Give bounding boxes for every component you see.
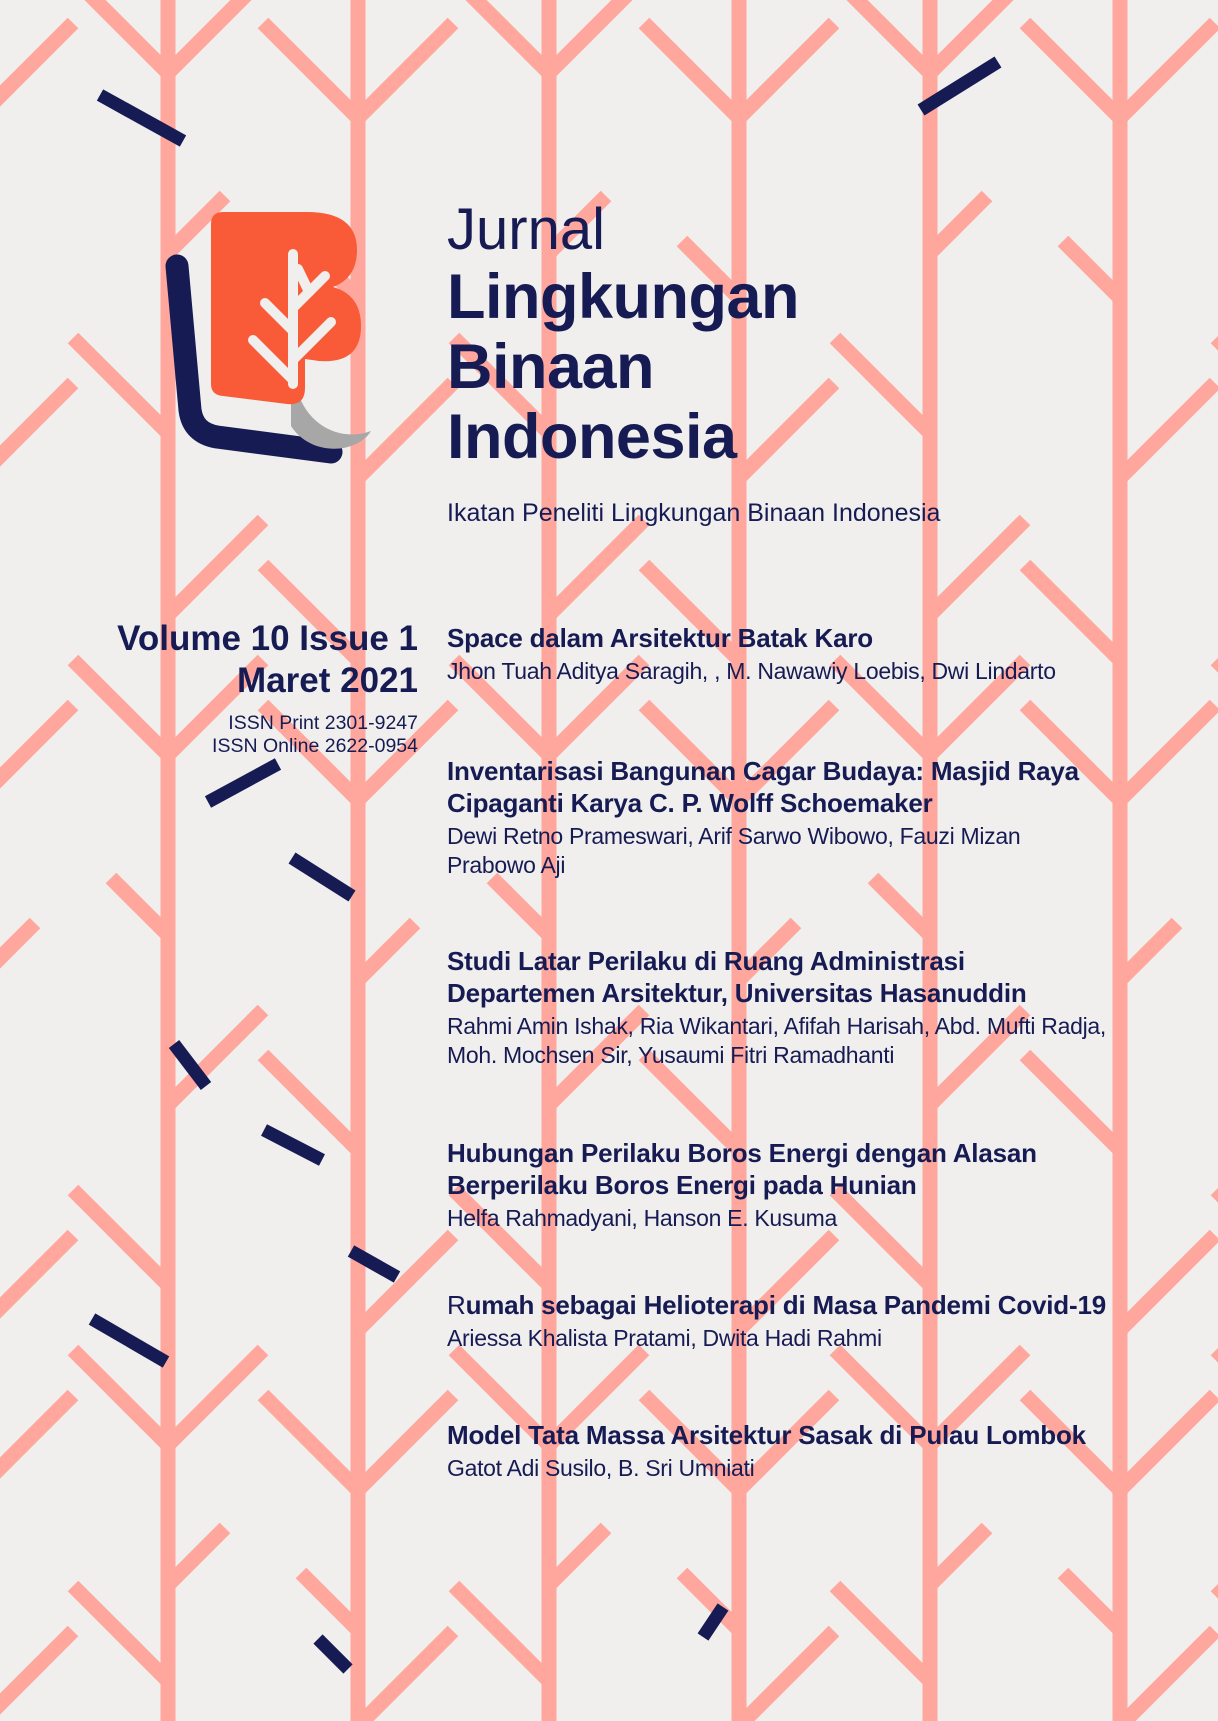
- issue-month-year-line: Maret 2021: [237, 661, 418, 700]
- book-tree-logo-icon: [155, 198, 400, 478]
- journal-title-word-lingkungan: Lingkungan: [447, 262, 799, 332]
- masthead: [447, 198, 940, 528]
- article-entry: [447, 622, 1056, 686]
- article-authors-line: Dewi Retno Prameswari, Arif Sarwo Wibowo, Fauzi Mizan: [447, 823, 1021, 849]
- article-title-line: Inventarisasi Bangunan Cagar Budaya: Masjid Raya: [447, 756, 1079, 786]
- article-authors-line: Jhon Tuah Aditya Saragih, , M. Nawawiy Loebis, Dwi Lindarto: [447, 658, 1056, 684]
- article-title-line: Rumah sebagai Helioterapi di Masa Pandemi Covid-19: [447, 1290, 1106, 1320]
- journal-title-word-binaan: Binaan: [447, 332, 655, 402]
- article-title-line: Berperilaku Boros Energi pada Hunian: [447, 1170, 917, 1200]
- issn-group: [117, 712, 418, 758]
- issn-online: ISSN Online 2622-0954: [212, 735, 418, 757]
- volume-issue-line: Volume 10 Issue 1: [117, 619, 418, 658]
- article-title-line: Cipaganti Karya C. P. Wolff Schoemaker: [447, 788, 933, 818]
- article-authors-line: Prabowo Aji: [447, 852, 566, 878]
- article-entry: [447, 1137, 1037, 1233]
- issue-info: [117, 618, 418, 758]
- article-entry: [447, 1289, 1106, 1353]
- article-entry: [447, 1419, 1086, 1483]
- article-title-line: Model Tata Massa Arsitektur Sasak di Pulau Lombok: [447, 1420, 1086, 1450]
- journal-subtitle: Ikatan Peneliti Lingkungan Binaan Indonesia: [447, 499, 941, 527]
- article-authors-line: Ariessa Khalista Pratami, Dwita Hadi Rahmi: [447, 1325, 882, 1351]
- article-entry: [447, 755, 1079, 880]
- journal-title-word-jurnal: Jurnal: [447, 197, 605, 262]
- article-authors-line: Gatot Adi Susilo, B. Sri Umniati: [447, 1455, 755, 1481]
- article-title-line: Hubungan Perilaku Boros Energi dengan Alasan: [447, 1138, 1037, 1168]
- article-entry: [447, 945, 1106, 1070]
- article-title-line: Studi Latar Perilaku di Ruang Administrasi: [447, 946, 965, 976]
- article-title-line: Space dalam Arsitektur Batak Karo: [447, 623, 873, 653]
- article-authors-line: Moh. Mochsen Sir, Yusaumi Fitri Ramadhanti: [447, 1042, 895, 1068]
- article-title-line: Departemen Arsitektur, Universitas Hasanuddin: [447, 978, 1027, 1008]
- article-authors-line: Helfa Rahmadyani, Hanson E. Kusuma: [447, 1205, 837, 1231]
- article-authors-line: Rahmi Amin Ishak, Ria Wikantari, Afifah Harisah, Abd. Mufti Radja,: [447, 1013, 1106, 1039]
- journal-title-word-indonesia: Indonesia: [447, 402, 737, 472]
- issn-print: ISSN Print 2301-9247: [228, 712, 418, 734]
